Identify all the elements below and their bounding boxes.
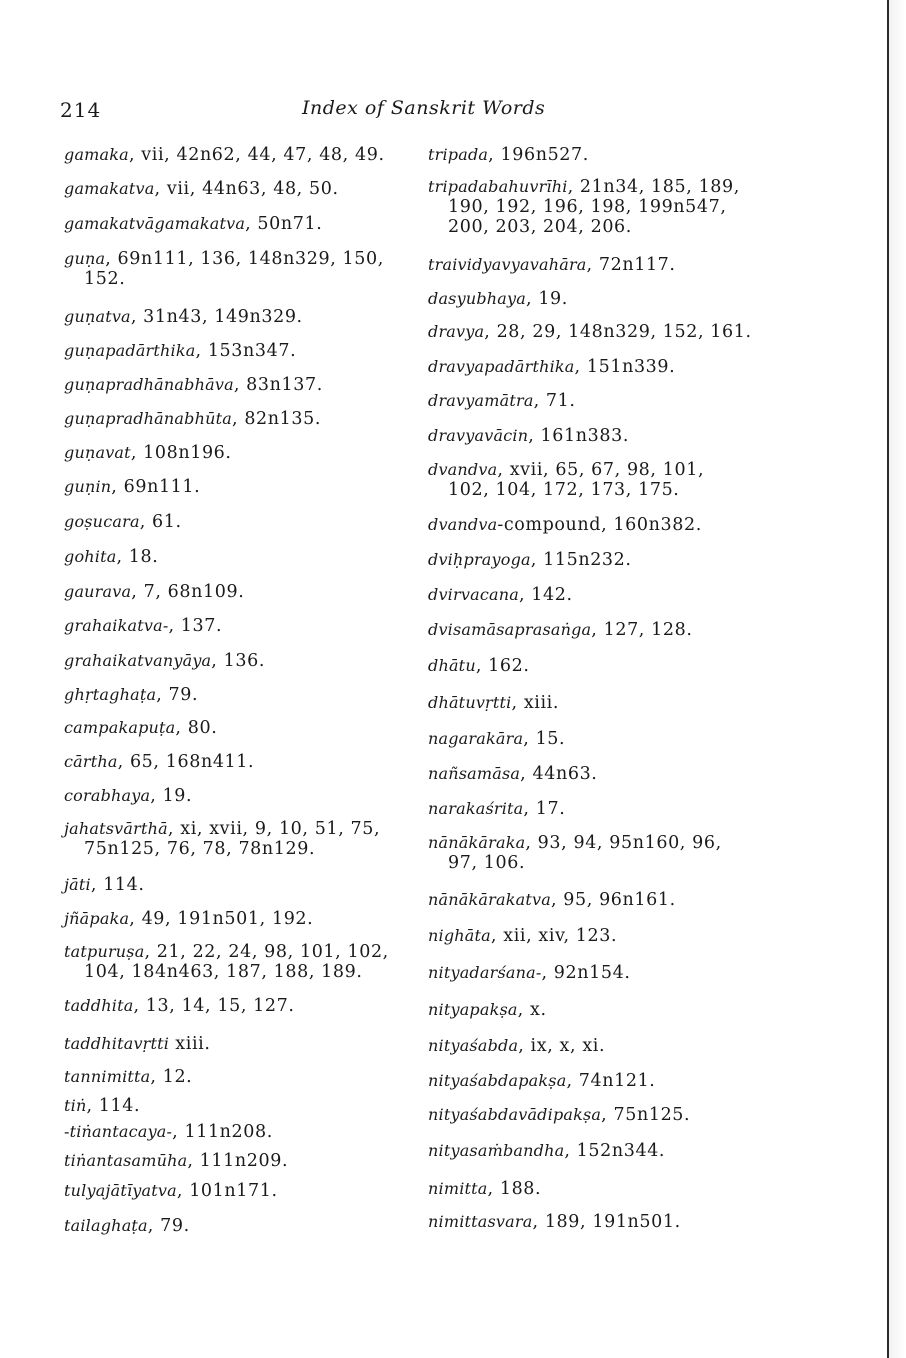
index-word: cārtha <box>64 752 118 771</box>
index-word: dvirvacana <box>428 585 519 604</box>
index-entry: dviḥprayoga, 115n232. <box>428 550 632 570</box>
index-word: jñāpaka <box>64 909 130 928</box>
index-word: traividyavyavahāra <box>428 255 587 274</box>
index-word: narakaśrita <box>428 799 524 818</box>
index-word: gamaka <box>64 145 129 164</box>
index-word: nagarakāra <box>428 729 524 748</box>
index-entry: guṇapradhānabhāva, 83n137. <box>64 375 323 395</box>
index-word: dvandva <box>428 515 498 534</box>
index-refs: 111n208. <box>184 1122 273 1142</box>
index-refs: 21n34, 185, 189, <box>579 177 740 197</box>
index-refs: 72n117. <box>598 255 676 275</box>
index-entry: nimitta, 188. <box>428 1179 542 1199</box>
index-entry: tiṅ, 114. <box>64 1096 141 1116</box>
index-refs: 65, 168n411. <box>129 752 255 772</box>
index-refs-continued: 190, 192, 196, 198, 199n547, <box>448 197 727 217</box>
index-entry: guṇapadārthika, 153n347. <box>64 341 297 361</box>
index-word: corabhaya <box>64 786 151 805</box>
index-word: dviḥprayoga <box>428 550 531 569</box>
index-entry: dravya, 28, 29, 148n329, 152, 161. <box>428 322 752 342</box>
index-refs-continued: 75n125, 76, 78, 78n129. <box>84 839 316 859</box>
index-refs: 61. <box>152 512 182 532</box>
running-head: Index of Sanskrit Words <box>302 97 546 119</box>
index-refs: 74n121. <box>578 1071 656 1091</box>
index-refs: 108n196. <box>143 443 232 463</box>
index-refs-continued: 104, 184n463, 187, 188, 189. <box>84 962 363 982</box>
index-refs: vii, 42n62, 44, 47, 48, 49. <box>141 145 385 165</box>
index-word: nighāta <box>428 926 491 945</box>
index-entry: campakapuṭa, 80. <box>64 718 218 738</box>
index-refs: 79. <box>160 1216 190 1236</box>
index-word: nityapakṣa <box>428 1000 518 1019</box>
index-refs: xiii. <box>175 1034 211 1054</box>
index-entry: tulyajātīyatva, 101n171. <box>64 1181 278 1201</box>
index-word: guṇatva <box>64 307 131 326</box>
index-entry: tripadabahuvrīhi, 21n34, 185, 189, 190, 192, 196, 198, 199n547, 200, 203, 204, 206. <box>428 177 778 237</box>
index-word: gamakatva <box>64 179 155 198</box>
index-entry: dasyubhaya, 19. <box>428 289 568 309</box>
index-entry: gamaka, vii, 42n62, 44, 47, 48, 49. <box>64 145 385 165</box>
index-word: goṣucara <box>64 512 140 531</box>
index-word: nityaśabda <box>428 1036 519 1055</box>
index-entry: jahatsvārthā, xi, xvii, 9, 10, 51, 75, 75n125, 76, 78, 78n129. <box>64 819 414 859</box>
index-entry: -tiṅantacaya-, 111n208. <box>64 1122 273 1142</box>
index-refs: 127, 128. <box>603 620 693 640</box>
index-refs: 19. <box>162 786 193 806</box>
index-entry: gohita, 18. <box>64 547 159 567</box>
page-edge-shadow <box>889 0 906 1358</box>
index-refs: 69n111, 136, 148n329, 150, <box>117 249 384 269</box>
index-entry <box>64 1034 414 1054</box>
index-refs: 95, 96n161. <box>563 890 676 910</box>
index-word: dravyamātra <box>428 391 534 410</box>
index-refs: 21, 22, 24, 98, 101, 102, <box>156 942 389 962</box>
index-entry: corabhaya, 19. <box>64 786 193 806</box>
index-entry: tatpuruṣa, 21, 22, 24, 98, 101, 102, 104, 184n463, 187, 188, 189. <box>64 942 414 982</box>
index-refs: x. <box>529 1000 547 1020</box>
index-refs: 12. <box>162 1067 193 1087</box>
index-refs-continued: 102, 104, 172, 173, 175. <box>448 480 680 500</box>
index-word: jāti <box>64 875 91 894</box>
index-refs: xii, xiv, 123. <box>503 926 618 946</box>
index-refs: xi, xvii, 9, 10, 51, 75, <box>180 819 381 839</box>
index-word: gamakatvāgamakatva <box>64 214 246 233</box>
index-entry: nityaśabdavādipakṣa, 75n125. <box>428 1105 691 1125</box>
page-number: 214 <box>60 98 102 122</box>
index-entry: nānākārakatva, 95, 96n161. <box>428 890 676 910</box>
index-entry: cārtha, 65, 168n411. <box>64 752 255 772</box>
index-entry: gaurava, 7, 68n109. <box>64 582 245 602</box>
index-entry: narakaśrita, 17. <box>428 799 566 819</box>
index-word: guṇin <box>64 477 112 496</box>
index-refs: 189, 191n501. <box>544 1212 681 1232</box>
index-word: tiṅ <box>64 1096 87 1115</box>
index-refs: 71. <box>545 391 576 411</box>
index-word: tatpuruṣa <box>64 942 145 961</box>
index-entry: nityapakṣa, x. <box>428 1000 547 1020</box>
index-entry: dvirvacana, 142. <box>428 585 573 605</box>
index-word: dvisamāsaprasaṅga <box>428 620 592 639</box>
index-refs: 83n137. <box>246 375 323 395</box>
index-word: tripada <box>428 145 489 164</box>
index-entry: nānākāraka, 93, 94, 95n160, 96, 97, 106. <box>428 833 778 873</box>
index-refs: 160n382. <box>613 515 702 535</box>
index-refs: 153n347. <box>207 341 297 361</box>
index-word: guṇapradhānabhūta <box>64 409 232 428</box>
index-word: dravya <box>428 322 485 341</box>
index-word: dhātu <box>428 656 476 675</box>
index-refs: 92n154. <box>553 963 631 983</box>
index-word: nānākāraka <box>428 833 526 852</box>
index-word: nānākārakatva <box>428 890 551 909</box>
index-word: nityaśabdapakṣa <box>428 1071 567 1090</box>
index-refs: 7, 68n109. <box>143 582 245 602</box>
index-entry: tripada, 196n527. <box>428 145 589 165</box>
index-entry: dvandva, xvii, 65, 67, 98, 101, 102, 104, 172, 173, 175. <box>428 460 778 500</box>
index-word: tripadabahuvrīhi <box>428 177 568 196</box>
index-entry: traividyavyavahāra, 72n117. <box>428 255 676 275</box>
index-word: guṇavat <box>64 443 131 462</box>
index-refs: 93, 94, 95n160, 96, <box>537 833 722 853</box>
index-entry: guṇin, 69n111. <box>64 477 201 497</box>
index-refs: 196n527. <box>500 145 589 165</box>
index-word: dasyubhaya <box>428 289 526 308</box>
index-word: gohita <box>64 547 117 566</box>
index-refs: xiii. <box>523 693 560 713</box>
index-word: gaurava <box>64 582 132 601</box>
index-refs: 31n43, 149n329. <box>143 307 303 327</box>
index-entry: guṇatva, 31n43, 149n329. <box>64 307 303 327</box>
index-entry: nagarakāra, 15. <box>428 729 566 749</box>
index-word: grahaikatvanyāya <box>64 651 212 670</box>
index-refs-continued: 97, 106. <box>448 853 526 873</box>
index-word: tannimitta <box>64 1067 151 1086</box>
index-word-suffix: -compound, <box>497 515 608 535</box>
index-refs: 69n111. <box>123 477 201 497</box>
index-refs: 75n125. <box>613 1105 691 1125</box>
index-entry: jñāpaka, 49, 191n501, 192. <box>64 909 314 929</box>
index-entry: dravyavācin, 161n383. <box>428 426 629 446</box>
index-entry: ghṛtaghaṭa, 79. <box>64 685 199 705</box>
index-word: nityadarśana- <box>428 963 542 982</box>
index-entry: guṇapradhānabhūta, 82n135. <box>64 409 322 429</box>
index-word: grahaikatva- <box>64 616 169 635</box>
index-entry: nityadarśana-, 92n154. <box>428 963 631 983</box>
index-word: nityasaṁbandha <box>428 1141 565 1160</box>
index-word: guṇapadārthika <box>64 341 196 360</box>
index-entry: gamakatva, vii, 44n63, 48, 50. <box>64 179 339 199</box>
index-entry: grahaikatva-, 137. <box>64 616 223 636</box>
index-entry: nighāta, xii, xiv, 123. <box>428 926 618 946</box>
index-word: taddhita <box>64 996 134 1015</box>
index-refs: 115n232. <box>543 550 632 570</box>
index-entry <box>428 515 778 535</box>
index-refs: 111n209. <box>199 1151 289 1171</box>
index-refs: 50n71. <box>257 214 323 234</box>
index-refs: ix, x, xi. <box>530 1036 606 1056</box>
index-refs: 137. <box>180 616 223 636</box>
index-entry: gamakatvāgamakatva, 50n71. <box>64 214 323 234</box>
index-entry: dravyamātra, 71. <box>428 391 576 411</box>
index-word: nañsamāsa <box>428 764 521 783</box>
index-word: nityaśabdavādipakṣa <box>428 1105 602 1124</box>
index-refs: 15. <box>535 729 566 749</box>
index-entry: guṇavat, 108n196. <box>64 443 232 463</box>
index-entry: taddhita, 13, 14, 15, 127. <box>64 996 295 1016</box>
index-word: jahatsvārthā <box>64 819 168 838</box>
index-entry: dhātuvṛtti, xiii. <box>428 693 560 713</box>
index-refs: vii, 44n63, 48, 50. <box>166 179 339 199</box>
index-refs: 136. <box>223 651 265 671</box>
index-refs: 19. <box>538 289 568 309</box>
index-word: dravyavācin <box>428 426 529 445</box>
index-refs-continued: 200, 203, 204, 206. <box>448 217 632 237</box>
index-word: guṇapradhānabhāva <box>64 375 234 394</box>
index-refs: 142. <box>531 585 573 605</box>
index-entry: dvisamāsaprasaṅga, 127, 128. <box>428 620 693 640</box>
index-entry: nañsamāsa, 44n63. <box>428 764 598 784</box>
index-refs: 188. <box>499 1179 542 1199</box>
index-entry: goṣucara, 61. <box>64 512 182 532</box>
index-refs: 114. <box>98 1096 141 1116</box>
index-refs: 79. <box>168 685 199 705</box>
index-refs: 101n171. <box>189 1181 278 1201</box>
index-refs: 162. <box>488 656 530 676</box>
index-refs: 44n63. <box>532 764 598 784</box>
index-refs: 151n339. <box>586 357 676 377</box>
index-refs: 161n383. <box>540 426 629 446</box>
index-word: tiṅantasamūha <box>64 1151 188 1170</box>
index-entry: jāti, 114. <box>64 875 145 895</box>
index-refs: 49, 191n501, 192. <box>141 909 314 929</box>
index-entry: tannimitta, 12. <box>64 1067 193 1087</box>
index-entry: nityaśabda, ix, x, xi. <box>428 1036 606 1056</box>
index-refs: 13, 14, 15, 127. <box>145 996 295 1016</box>
index-word: campakapuṭa <box>64 718 176 737</box>
index-entry: nityasaṁbandha, 152n344. <box>428 1141 666 1161</box>
index-entry: grahaikatvanyāya, 136. <box>64 651 265 671</box>
index-word: tailaghaṭa <box>64 1216 148 1235</box>
index-refs: 152n344. <box>576 1141 666 1161</box>
index-word: dhātuvṛtti <box>428 693 512 712</box>
index-word: nimitta <box>428 1179 488 1198</box>
index-entry: tailaghaṭa, 79. <box>64 1216 190 1236</box>
index-word: -tiṅantacaya- <box>64 1122 173 1141</box>
index-entry: tiṅantasamūha, 111n209. <box>64 1151 289 1171</box>
index-word: ghṛtaghaṭa <box>64 685 157 704</box>
index-entry: nityaśabdapakṣa, 74n121. <box>428 1071 656 1091</box>
index-word: dvandva <box>428 460 498 479</box>
index-entry: guṇa, 69n111, 136, 148n329, 150, 152. <box>64 249 414 289</box>
index-word: nimittasvara <box>428 1212 533 1231</box>
index-refs: 28, 29, 148n329, 152, 161. <box>496 322 752 342</box>
index-refs: 114. <box>103 875 145 895</box>
index-word: tulyajātīyatva <box>64 1181 177 1200</box>
index-refs: 82n135. <box>244 409 322 429</box>
index-refs: 17. <box>535 799 566 819</box>
index-refs: 80. <box>187 718 218 738</box>
index-word: taddhitavṛtti <box>64 1034 170 1053</box>
index-refs-continued: 152. <box>84 269 126 289</box>
index-word: dravyapadārthika <box>428 357 575 376</box>
index-word: guṇa <box>64 249 106 268</box>
index-refs: xvii, 65, 67, 98, 101, <box>509 460 705 480</box>
index-entry: nimittasvara, 189, 191n501. <box>428 1212 681 1232</box>
index-entry: dravyapadārthika, 151n339. <box>428 357 676 377</box>
index-refs: 18. <box>128 547 159 567</box>
index-entry: dhātu, 162. <box>428 656 530 676</box>
